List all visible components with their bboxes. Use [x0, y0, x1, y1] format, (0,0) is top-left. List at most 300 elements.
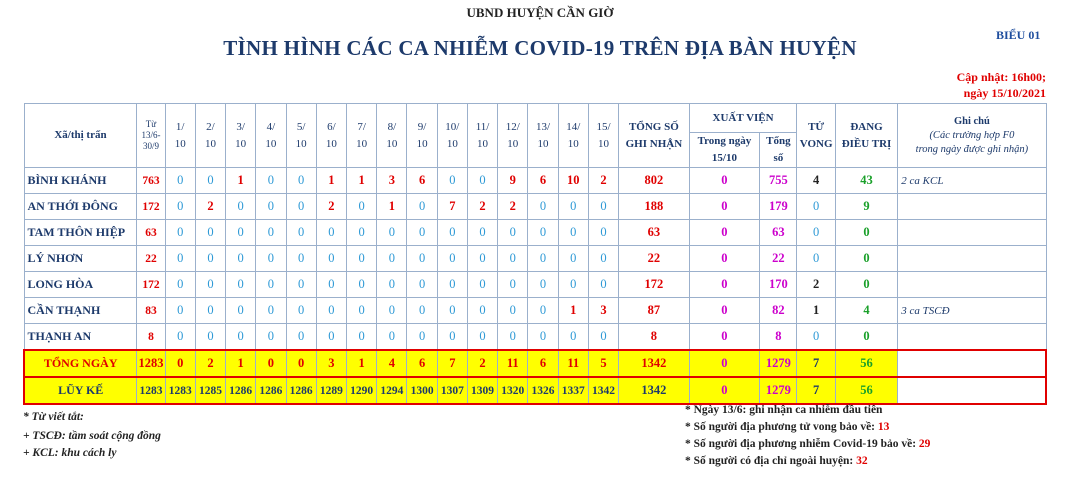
daily-cases: 0 — [498, 272, 528, 298]
daily-cases: 0 — [195, 324, 225, 351]
daily-cases: 7 — [437, 194, 467, 220]
header-total — [619, 104, 690, 168]
daily-cases: 0 — [437, 324, 467, 351]
daily-cases: 0 — [528, 246, 558, 272]
discharged-today: 0 — [689, 350, 760, 377]
daily-cases: 0 — [165, 220, 195, 246]
under-treatment: 56 — [835, 350, 897, 377]
daily-cases: 0 — [256, 194, 286, 220]
header-discharged: XUẤT VIỆN — [689, 104, 797, 133]
cases-before-oct: 1283 — [137, 350, 165, 377]
under-treatment: 0 — [835, 220, 897, 246]
discharged-today: 0 — [689, 324, 760, 351]
daily-cases: 0 — [437, 220, 467, 246]
cases-before-oct: 22 — [137, 246, 165, 272]
daily-cases: 0 — [286, 324, 316, 351]
daily-cases: 0 — [558, 220, 588, 246]
total-cases: 172 — [619, 272, 690, 298]
table-row — [24, 246, 1046, 272]
header-discharged-day — [689, 133, 760, 168]
daily-cases: 0 — [407, 272, 437, 298]
note: 3 ca TSCĐ — [898, 298, 1046, 324]
abbreviation-title: * Từ viết tắt: — [23, 411, 84, 423]
total-cases: 802 — [619, 168, 690, 194]
header-day-top: 7/ — [357, 120, 366, 133]
header-day-bottom: 10 — [174, 137, 186, 150]
daily-cases: 1326 — [528, 377, 558, 404]
daily-cases: 0 — [286, 298, 316, 324]
discharged-today: 0 — [689, 220, 760, 246]
header-day-bottom: 10 — [477, 137, 489, 150]
header-day-5 — [286, 104, 316, 168]
daily-cases: 2 — [195, 350, 225, 377]
header-day-bottom: 10 — [356, 137, 368, 150]
header-day-bottom: 10 — [235, 137, 247, 150]
discharged-today: 0 — [689, 298, 760, 324]
total-cases: 87 — [619, 298, 690, 324]
deaths: 2 — [797, 272, 835, 298]
header-day-top: 11/ — [475, 120, 490, 133]
daily-cases: 0 — [377, 272, 407, 298]
header-day-top: 8/ — [387, 120, 397, 133]
daily-cases: 1 — [377, 194, 407, 220]
daily-cases: 0 — [377, 324, 407, 351]
header-death-line2: VONG — [799, 137, 833, 150]
daily-cases: 0 — [226, 194, 256, 220]
header-day-bottom: 10 — [567, 137, 579, 150]
daily-cases: 1337 — [558, 377, 588, 404]
table-row — [24, 298, 1046, 324]
daily-cases: 11 — [558, 350, 588, 377]
discharged-today: 0 — [689, 168, 760, 194]
row-label: TỔNG NGÀY — [24, 350, 137, 377]
note — [898, 324, 1046, 351]
daily-cases: 0 — [467, 324, 497, 351]
daily-cases: 0 — [226, 272, 256, 298]
commune-name: LONG HÒA — [24, 272, 137, 298]
daily-cases: 10 — [558, 168, 588, 194]
daily-cases: 2 — [195, 194, 225, 220]
header-day-11 — [467, 104, 497, 168]
header-from-line3: 30/9 — [142, 141, 159, 151]
daily-cases: 0 — [407, 220, 437, 246]
header-day-top: 13/ — [535, 120, 551, 133]
daily-cases: 0 — [558, 272, 588, 298]
daily-cases: 0 — [165, 350, 195, 377]
daily-cases: 1286 — [286, 377, 316, 404]
commune-name: CẦN THẠNH — [24, 298, 137, 324]
daily-cases: 0 — [558, 246, 588, 272]
daily-cases: 0 — [256, 350, 286, 377]
report-title: TÌNH HÌNH CÁC CA NHIỄM COVID-19 TRÊN ĐỊA BÀN HUYỆN — [223, 36, 857, 60]
note — [898, 246, 1046, 272]
daily-cases: 0 — [467, 272, 497, 298]
daily-cases: 0 — [165, 298, 195, 324]
cases-before-oct: 172 — [137, 272, 165, 298]
deaths: 1 — [797, 298, 835, 324]
daily-cases: 1290 — [347, 377, 377, 404]
daily-cases: 0 — [377, 246, 407, 272]
daily-cases: 0 — [588, 246, 618, 272]
total-cases: 22 — [619, 246, 690, 272]
abbreviation-kcl: + KCL: khu cách ly — [23, 447, 117, 459]
row-label: LŨY KẾ — [24, 377, 137, 404]
header-day-15 — [588, 104, 618, 168]
daily-cases: 1342 — [588, 377, 618, 404]
under-treatment: 0 — [835, 246, 897, 272]
header-death-line1: TỬ — [808, 120, 825, 133]
header-note-line3: trong ngày được ghi nhận) — [915, 143, 1029, 155]
note: 2 ca KCL — [898, 168, 1046, 194]
commune-name: BÌNH KHÁNH — [24, 168, 137, 194]
under-treatment: 4 — [835, 298, 897, 324]
under-treatment: 56 — [835, 377, 897, 404]
daily-cases: 1300 — [407, 377, 437, 404]
update-time: Cập nhật: 16h00; — [956, 70, 1046, 84]
daily-cases: 0 — [528, 298, 558, 324]
daily-cases: 0 — [256, 324, 286, 351]
daily-cases: 1 — [316, 168, 346, 194]
daily-cases: 9 — [498, 168, 528, 194]
commune-name: THẠNH AN — [24, 324, 137, 351]
header-day-top: 14/ — [566, 120, 581, 133]
daily-cases: 0 — [588, 194, 618, 220]
note — [898, 194, 1046, 220]
discharged-today: 0 — [689, 377, 760, 404]
total-cases: 1342 — [619, 377, 690, 404]
note — [898, 272, 1046, 298]
daily-cases: 3 — [377, 168, 407, 194]
daily-cases: 0 — [286, 350, 316, 377]
daily-cases: 0 — [437, 246, 467, 272]
daily-cases: 0 — [347, 194, 377, 220]
daily-cases: 0 — [528, 194, 558, 220]
under-treatment: 9 — [835, 194, 897, 220]
header-day-top: 3/ — [236, 120, 245, 133]
daily-cases: 1 — [558, 298, 588, 324]
daily-cases: 0 — [347, 298, 377, 324]
daily-cases: 0 — [347, 246, 377, 272]
under-treatment: 0 — [835, 272, 897, 298]
daily-cases: 2 — [498, 194, 528, 220]
daily-cases: 0 — [558, 194, 588, 220]
daily-cases: 0 — [256, 298, 286, 324]
daily-cases: 0 — [195, 272, 225, 298]
daily-cases: 0 — [347, 272, 377, 298]
commune-name: TAM THÔN HIỆP — [24, 220, 137, 246]
header-treating — [835, 104, 897, 168]
daily-cases: 0 — [437, 272, 467, 298]
agency-name: UBND HUYỆN CẦN GIỜ — [466, 5, 614, 20]
fact-local-infected-value: 29 — [918, 438, 931, 450]
header-day-top: 12/ — [505, 120, 520, 133]
cases-before-oct: 763 — [137, 168, 165, 194]
daily-cases: 1 — [226, 168, 256, 194]
daily-cases: 0 — [528, 324, 558, 351]
daily-cases: 0 — [498, 246, 528, 272]
daily-cases: 0 — [165, 272, 195, 298]
daily-cases: 0 — [588, 220, 618, 246]
daily-cases: 3 — [588, 298, 618, 324]
header-day-bottom: 10 — [446, 137, 458, 150]
header-note-line2: (Các trường hợp F0 — [929, 129, 1015, 141]
total-cases: 8 — [619, 324, 690, 351]
daily-cases: 0 — [256, 168, 286, 194]
discharged-total: 755 — [760, 168, 797, 194]
daily-cases: 7 — [437, 350, 467, 377]
note — [898, 220, 1046, 246]
header-day-bottom: 10 — [537, 137, 549, 150]
header-day-bottom: 10 — [507, 137, 519, 150]
table-row — [24, 194, 1046, 220]
daily-cases: 0 — [558, 324, 588, 351]
header-day-bottom: 10 — [597, 137, 609, 150]
daily-cases: 6 — [528, 350, 558, 377]
daily-cases: 0 — [195, 220, 225, 246]
daily-cases: 0 — [437, 168, 467, 194]
daily-cases: 2 — [467, 194, 497, 220]
header-discharged-day-line2: 15/10 — [711, 152, 737, 164]
header-discharged-day-line1: Trong ngày — [697, 135, 752, 147]
header-commune: Xã/thị trấn — [24, 104, 137, 168]
daily-cases: 0 — [347, 324, 377, 351]
daily-cases: 0 — [498, 324, 528, 351]
under-treatment: 43 — [835, 168, 897, 194]
daily-cases: 0 — [226, 298, 256, 324]
daily-cases: 0 — [286, 194, 316, 220]
total-cases: 188 — [619, 194, 690, 220]
daily-cases: 0 — [195, 168, 225, 194]
header-day-4 — [256, 104, 286, 168]
header-day-14 — [558, 104, 588, 168]
header-total-line2: GHI NHẬN — [625, 137, 683, 150]
daily-cases: 1 — [347, 350, 377, 377]
header-day-10 — [437, 104, 467, 168]
daily-cases: 0 — [467, 246, 497, 272]
daily-cases: 0 — [226, 324, 256, 351]
table-row — [24, 220, 1046, 246]
header-day-bottom: 10 — [204, 137, 216, 150]
deaths: 0 — [797, 324, 835, 351]
daily-cases: 1294 — [377, 377, 407, 404]
daily-cases: 1285 — [195, 377, 225, 404]
daily-cases: 0 — [256, 246, 286, 272]
header-treating-line2: ĐIỀU TRỊ — [841, 137, 892, 150]
note — [898, 377, 1046, 404]
abbreviation-tscd: + TSCĐ: tầm soát cộng đồng — [23, 430, 161, 442]
daily-cases: 0 — [316, 272, 346, 298]
daily-cases: 0 — [316, 246, 346, 272]
deaths: 0 — [797, 220, 835, 246]
daily-cases: 0 — [256, 272, 286, 298]
header-death — [797, 104, 835, 168]
header-discharged-total-line1: Tổng — [766, 135, 791, 147]
daily-cases: 3 — [316, 350, 346, 377]
cases-before-oct: 63 — [137, 220, 165, 246]
daily-cases: 0 — [195, 246, 225, 272]
deaths: 7 — [797, 350, 835, 377]
daily-cases: 2 — [467, 350, 497, 377]
total-cases: 1342 — [619, 350, 690, 377]
header-total-line1: TỔNG SỐ — [628, 120, 679, 133]
daily-cases: 6 — [407, 168, 437, 194]
header-day-12 — [498, 104, 528, 168]
daily-cases: 11 — [498, 350, 528, 377]
daily-cases: 5 — [588, 350, 618, 377]
header-day-bottom: 10 — [265, 137, 277, 150]
daily-cases: 0 — [467, 168, 497, 194]
header-day-9 — [407, 104, 437, 168]
discharged-today: 0 — [689, 194, 760, 220]
daily-cases: 0 — [498, 220, 528, 246]
daily-cases: 1 — [226, 350, 256, 377]
daily-cases: 0 — [437, 298, 467, 324]
note — [898, 350, 1046, 377]
header-day-1 — [165, 104, 195, 168]
daily-cases: 0 — [226, 246, 256, 272]
daily-cases: 0 — [226, 220, 256, 246]
discharged-total: 1279 — [760, 350, 797, 377]
daily-cases: 0 — [377, 298, 407, 324]
daily-cases: 0 — [165, 324, 195, 351]
daily-cases: 1320 — [498, 377, 528, 404]
header-day-bottom: 10 — [325, 137, 337, 150]
daily-cases: 0 — [286, 220, 316, 246]
deaths: 4 — [797, 168, 835, 194]
daily-cases: 6 — [407, 350, 437, 377]
daily-cases: 0 — [256, 220, 286, 246]
discharged-total: 170 — [760, 272, 797, 298]
discharged-total: 1279 — [760, 377, 797, 404]
daily-cases: 0 — [347, 220, 377, 246]
daily-cases: 0 — [316, 220, 346, 246]
daily-cases: 2 — [316, 194, 346, 220]
daily-cases: 0 — [528, 272, 558, 298]
fact-outside-address-text: * Số người có địa chỉ ngoài huyện: — [685, 455, 857, 467]
header-day-bottom: 10 — [386, 137, 398, 150]
discharged-total: 22 — [760, 246, 797, 272]
fact-outside-address — [685, 455, 868, 467]
daily-cases: 0 — [407, 324, 437, 351]
commune-name: LÝ NHƠN — [24, 246, 137, 272]
header-from-line2: 13/6- — [141, 130, 161, 140]
header-day-top: 5/ — [296, 120, 306, 133]
daily-cases: 0 — [286, 246, 316, 272]
discharged-today: 0 — [689, 246, 760, 272]
daily-cases: 0 — [195, 298, 225, 324]
discharged-total: 63 — [760, 220, 797, 246]
discharged-total: 8 — [760, 324, 797, 351]
header-discharged-total-line2: số — [773, 152, 784, 164]
daily-cases: 0 — [467, 298, 497, 324]
discharged-today: 0 — [689, 272, 760, 298]
header-treating-line1: ĐANG — [850, 120, 883, 133]
commune-name: AN THỚI ĐÔNG — [24, 194, 137, 220]
table-row — [24, 272, 1046, 298]
daily-cases: 1286 — [256, 377, 286, 404]
cases-before-oct: 83 — [137, 298, 165, 324]
daily-cases: 1286 — [226, 377, 256, 404]
daily-cases: 1 — [347, 168, 377, 194]
header-day-8 — [377, 104, 407, 168]
header-day-bottom: 10 — [416, 137, 428, 150]
table-row — [24, 324, 1046, 351]
total-cases: 63 — [619, 220, 690, 246]
daily-cases: 1289 — [316, 377, 346, 404]
daily-cases: 0 — [377, 220, 407, 246]
header-day-top: 10/ — [445, 120, 460, 133]
daily-cases: 1309 — [467, 377, 497, 404]
daily-total-row — [24, 350, 1046, 377]
covid-cases-table — [23, 103, 1047, 405]
header-day-3 — [226, 104, 256, 168]
header-day-bottom: 10 — [295, 137, 307, 150]
daily-cases: 0 — [286, 168, 316, 194]
daily-cases: 0 — [407, 246, 437, 272]
fact-local-infected-text: * Số người địa phương nhiễm Covid-19 bảo về: — [685, 438, 919, 450]
daily-cases: 1283 — [165, 377, 195, 404]
fact-first-case-text: * Ngày 13/6: ghi nhận ca nhiễm đầu tiên — [685, 404, 883, 416]
header-day-13 — [528, 104, 558, 168]
header-day-top: 6/ — [327, 120, 336, 133]
header-day-top: 15/ — [596, 120, 611, 133]
update-date: ngày 15/10/2021 — [963, 86, 1046, 100]
daily-cases: 0 — [407, 194, 437, 220]
header-day-6 — [316, 104, 346, 168]
header-from-line1: Từ — [145, 119, 157, 129]
header-day-7 — [347, 104, 377, 168]
daily-cases: 0 — [588, 272, 618, 298]
cases-before-oct: 1283 — [137, 377, 165, 404]
daily-cases: 0 — [588, 324, 618, 351]
cumulative-row — [24, 377, 1046, 404]
discharged-total: 82 — [760, 298, 797, 324]
header-note-line1: Ghi chú — [953, 115, 990, 127]
header-day-top: 1/ — [175, 120, 185, 133]
header-from — [137, 104, 165, 168]
daily-cases: 0 — [528, 220, 558, 246]
daily-cases: 1307 — [437, 377, 467, 404]
daily-cases: 0 — [165, 168, 195, 194]
fact-deaths-text: * Số người địa phương tử vong bảo về: — [685, 421, 878, 433]
fact-outside-address-value: 32 — [856, 455, 868, 467]
header-day-2 — [195, 104, 225, 168]
daily-cases: 0 — [498, 298, 528, 324]
header-discharged-total — [760, 133, 797, 168]
cases-before-oct: 172 — [137, 194, 165, 220]
fact-deaths-value: 13 — [877, 421, 890, 433]
table-body — [24, 168, 1046, 405]
header-day-top: 9/ — [417, 120, 427, 133]
daily-cases: 0 — [407, 298, 437, 324]
table-header — [24, 104, 1046, 168]
header-day-top: 4/ — [266, 120, 276, 133]
daily-cases: 0 — [467, 220, 497, 246]
under-treatment: 0 — [835, 324, 897, 351]
fact-deaths — [685, 421, 889, 433]
header-note — [898, 104, 1046, 168]
deaths: 7 — [797, 377, 835, 404]
daily-cases: 0 — [165, 246, 195, 272]
daily-cases: 2 — [588, 168, 618, 194]
form-code: BIỂU 01 — [996, 28, 1041, 42]
daily-cases: 0 — [165, 194, 195, 220]
cases-before-oct: 8 — [137, 324, 165, 351]
fact-local-infected — [685, 438, 930, 450]
daily-cases: 0 — [286, 272, 316, 298]
discharged-total: 179 — [760, 194, 797, 220]
daily-cases: 4 — [377, 350, 407, 377]
